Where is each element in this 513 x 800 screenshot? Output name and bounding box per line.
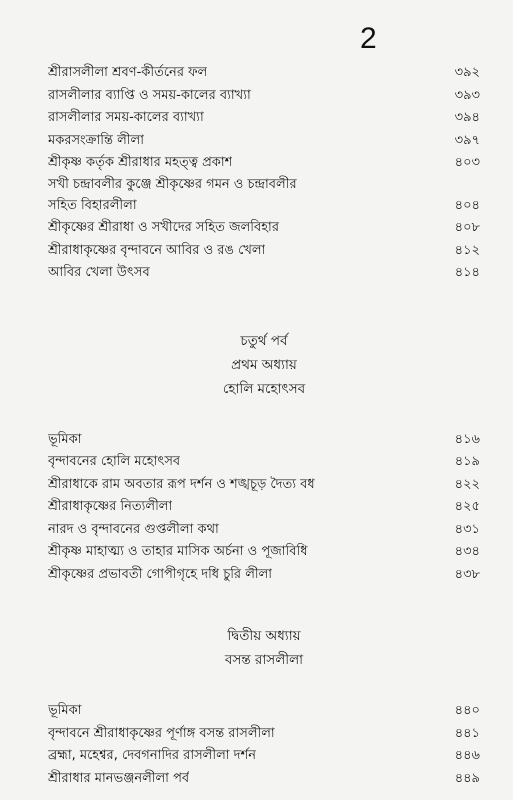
- toc-entry-page: ৪১২: [454, 242, 480, 258]
- toc-entry-page: ৪১৯: [454, 454, 480, 469]
- toc-entry: [48, 496, 480, 519]
- toc-entry: [48, 564, 480, 587]
- toc-entry: [48, 240, 480, 263]
- toc-entry: [48, 429, 480, 452]
- toc-entry-page: ৪৪৯: [454, 770, 480, 786]
- toc-entry-title: সখী চন্দ্রাবলীর কুঞ্জে শ্রীকৃষ্ণের গমন ও চন্দ্রাবলীর: [48, 176, 297, 192]
- toc-entry-title: বৃন্দাবনের হোলি মহোৎসব: [48, 454, 181, 469]
- toc-entry: [48, 451, 480, 474]
- toc-entry-page: ৩৯৪: [454, 110, 480, 125]
- toc-entry-title: মকরসংক্রান্তি লীলা: [48, 132, 144, 148]
- toc-group-3: [48, 700, 480, 790]
- toc-entry-page: ৪০৮: [454, 220, 480, 235]
- toc-group-2: [48, 429, 480, 587]
- toc-entry: [48, 130, 480, 153]
- toc-entry-title: শ্রীরাধাকে রাম অবতার রূপ দর্শন ও শঙ্খচূড় দৈত্য বধ: [48, 476, 315, 492]
- toc-entry-title: ব্রহ্মা, মহেশ্বর, দেবগনাদির রাসলীলা দর্শন: [48, 748, 256, 763]
- table-of-contents: [48, 62, 480, 790]
- toc-entry: [48, 745, 480, 768]
- toc-entry-page: ৪৩৮: [454, 566, 480, 582]
- toc-entry-page: ৪০৪: [454, 197, 480, 213]
- toc-entry-title: শ্রীরাধার মানভঞ্জনলীলা পর্ব: [48, 770, 190, 786]
- toc-entry-page: ৪২৫: [454, 499, 480, 514]
- toc-entry-page: ৪৩৪: [454, 544, 480, 559]
- toc-entry-page: ৪৪৬: [454, 748, 480, 763]
- toc-entry-page: ৩৯৭: [454, 132, 480, 148]
- toc-entry: [48, 62, 480, 85]
- toc-entry-page: ৪১৬: [454, 431, 480, 447]
- chapter-heading: দ্বিতীয় অধ্যায়: [227, 628, 301, 644]
- toc-entry-title: শ্রীরাসলীলা শ্রবণ-কীর্তনের ফল: [48, 65, 208, 80]
- toc-entry-title: সহিত বিহারলীলা: [48, 197, 137, 213]
- toc-entry-title: শ্রীকৃষ্ণের প্রভাবতী গোপীগৃহে দধি চুরি লীলা: [48, 566, 273, 582]
- toc-entry: [48, 723, 480, 746]
- toc-entry-page: ৩৯২: [454, 65, 480, 80]
- toc-entry-page: ৪৪১: [454, 725, 480, 741]
- toc-entry-page: ৪১৪: [454, 265, 480, 280]
- toc-entry-title: শ্রীরাধাকৃষ্ণের নিত্যলীলা: [48, 499, 173, 514]
- toc-entry: [48, 107, 480, 130]
- part-heading: চতুর্থ পর্ব: [240, 332, 288, 349]
- toc-entry-title: ভূমিকা: [48, 703, 82, 718]
- toc-entry-title: শ্রীরাধাকৃষ্ণের বৃন্দাবনে আবির ও রঙ খেলা: [48, 242, 266, 258]
- toc-entry: [48, 85, 480, 108]
- toc-entry-title: শ্রীকৃষ্ণ মাহাত্ম্য ও তাহার মাসিক অর্চনা ও পূজাবিধি: [48, 544, 308, 559]
- chapter-subject: বসন্ত রাসলীলা: [224, 652, 304, 668]
- toc-entry: [48, 519, 480, 542]
- toc-group-1: [48, 62, 480, 285]
- toc-entry: [48, 474, 480, 497]
- toc-entry-title: বৃন্দাবনে শ্রীরাধাকৃষ্ণের পূর্ণাঙ্গ বসন্ত রাসলীলা: [48, 725, 275, 741]
- toc-entry-page: ৪২২: [454, 476, 480, 492]
- toc-entry: [48, 768, 480, 791]
- toc-entry-title: শ্রীকৃষ্ণ কর্তৃক শ্রীরাধার মহত্ত্ব প্রকাশ: [48, 155, 233, 170]
- toc-entry-title: নারদ ও বৃন্দাবনের গুপ্তলীলা কথা: [48, 521, 219, 537]
- toc-entry: [48, 175, 480, 195]
- toc-entry-page: ৪৪০: [454, 703, 480, 718]
- toc-entry-title: রাসলীলার ব্যাপ্তি ও সময়-কালের ব্যাখ্যা: [48, 87, 251, 103]
- toc-entry-title: আবির খেলা উৎসব: [48, 265, 150, 280]
- toc-entry: [48, 700, 480, 723]
- toc-entry: [48, 217, 480, 240]
- toc-entry-page: ৩৯৩: [454, 87, 480, 103]
- toc-entry-title: শ্রীকৃষ্ণের শ্রীরাধা ও সখীদের সহিত জলবিহার: [48, 220, 279, 235]
- toc-entry: [48, 195, 480, 218]
- toc-entry: [48, 262, 480, 285]
- toc-entry-title: রাসলীলার সময়-কালের ব্যাখ্যা: [48, 110, 204, 125]
- chapter-subject: হোলি মহোৎসব: [222, 380, 306, 397]
- toc-entry-title: ভূমিকা: [48, 431, 82, 447]
- toc-entry-page: ৪০৩: [454, 155, 480, 170]
- toc-entry: [48, 152, 480, 175]
- page-number: 2: [360, 22, 377, 55]
- toc-entry-page: ৪৩১: [454, 521, 480, 537]
- chapter-heading: প্রথম অধ্যায়: [231, 356, 297, 373]
- toc-entry: [48, 541, 480, 564]
